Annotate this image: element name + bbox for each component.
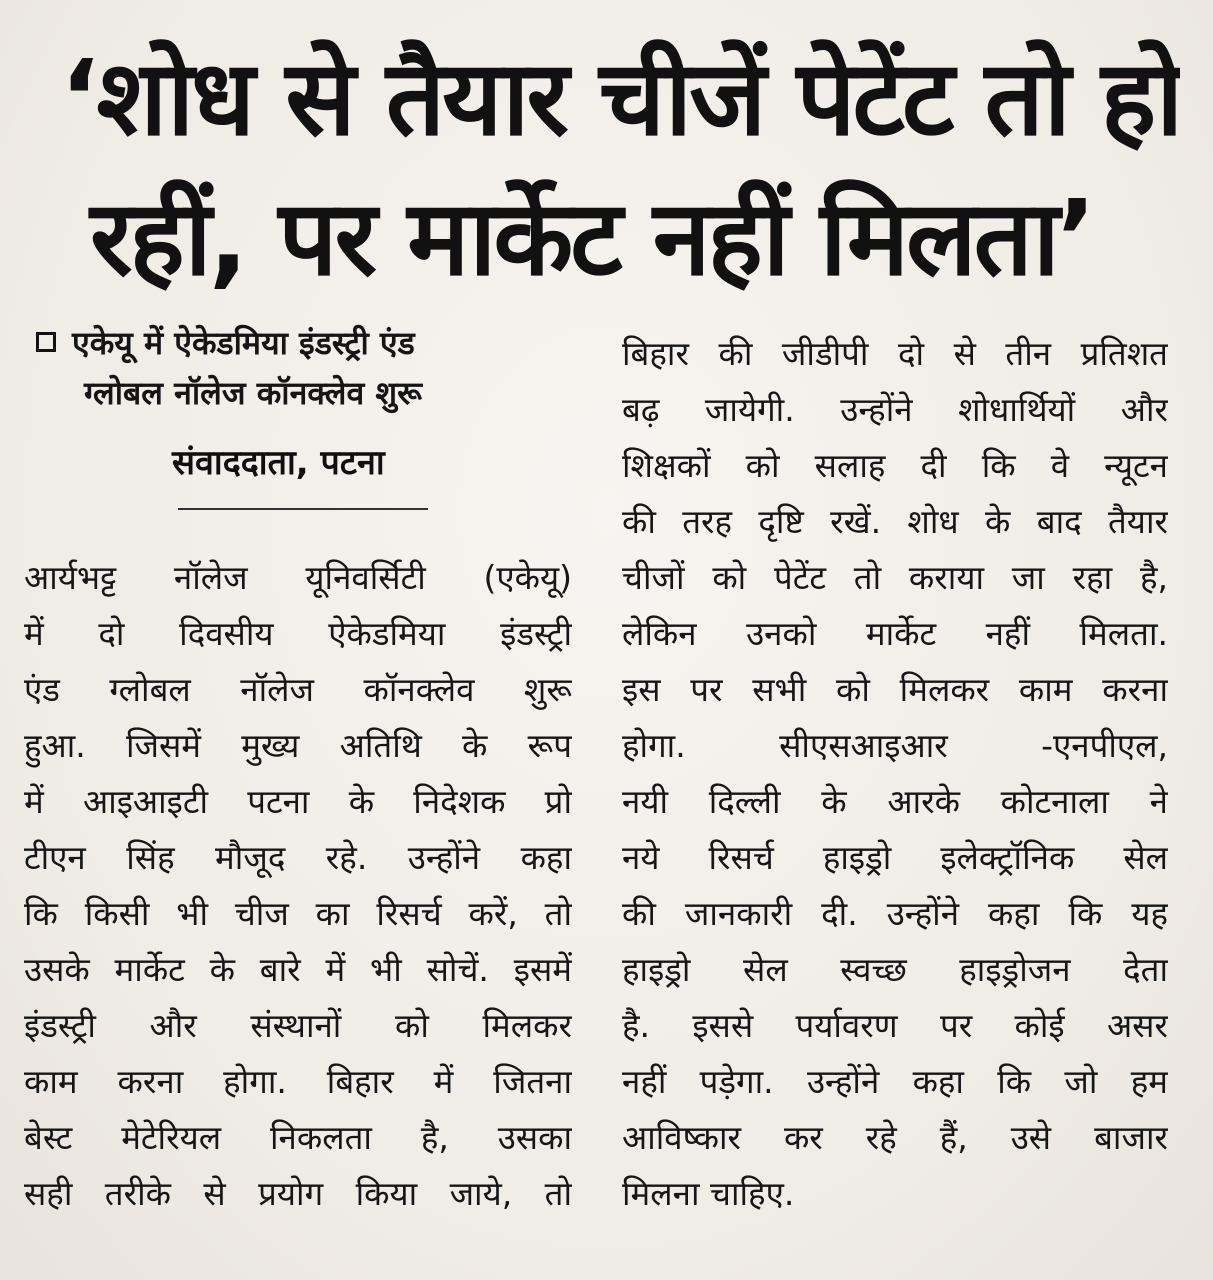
left-column-line: उसके मार्केट के बारे में भी सोचें. इसमें xyxy=(24,950,572,989)
left-column-line: काम करना होगा. बिहार में जितना xyxy=(24,1062,572,1101)
right-column-line: आविष्कार कर रहे हैं, उसे बाजार xyxy=(622,1118,1168,1157)
right-column-line: बढ़ जायेगी. उन्होंने शोधार्थियों और xyxy=(622,390,1168,429)
article-column-left xyxy=(24,550,572,1222)
byline-divider xyxy=(178,508,428,510)
left-column-line: टीएन सिंह मौजूद रहे. उन्होंने कहा xyxy=(24,838,572,877)
deck-line-1 xyxy=(36,318,556,368)
right-column-line: चीजों को पेटेंट तो कराया जा रहा है, xyxy=(622,558,1168,597)
left-column-line: आर्यभट्ट नॉलेज यूनिवर्सिटी (एकेयू) xyxy=(24,558,572,597)
right-column-line: बिहार की जीडीपी दो से तीन प्रतिशत xyxy=(622,334,1168,373)
left-column-line: हुआ. जिसमें मुख्य अतिथि के रूप xyxy=(24,726,572,765)
deck-line-2: ग्लोबल नॉलेज कॉनक्लेव शुरू xyxy=(84,374,423,412)
right-column-line: है. इससे पर्यावरण पर कोई असर xyxy=(622,1006,1168,1045)
right-column-line: इस पर सभी को मिलकर काम करना xyxy=(622,670,1168,709)
left-column-line: बेस्ट मेटेरियल निकलता है, उसका xyxy=(24,1118,572,1157)
right-column-line: लेकिन उनको मार्केट नहीं मिलता. xyxy=(622,614,1168,653)
right-column-line: नहीं पड़ेगा. उन्होंने कहा कि जो हम xyxy=(622,1062,1168,1101)
deck-line-1-text: एकेयू में ऐकेडमिया इंडस्ट्री एंड xyxy=(72,324,415,362)
right-column-line: नये रिसर्च हाइड्रो इलेक्ट्रॉनिक सेल xyxy=(622,838,1168,877)
headline-line-1: ‘शोध से तैयार चीजें पेटेंट तो हो xyxy=(60,37,1180,159)
left-column-line: सही तरीके से प्रयोग किया जाये, तो xyxy=(24,1174,572,1213)
bullet-square-icon xyxy=(36,332,56,352)
left-column-line: में आइआइटी पटना के निदेशक प्रो xyxy=(24,782,572,821)
right-column-line: होगा. सीएसआइआर -एनपीएल, xyxy=(622,726,1168,765)
right-column-line: शिक्षकों को सलाह दी कि वे न्यूटन xyxy=(622,446,1168,485)
right-column-line: की तरह दृष्टि रखें. शोध के बाद तैयार xyxy=(622,502,1168,541)
right-column-line: हाइड्रो सेल स्वच्छ हाइड्रोजन देता xyxy=(622,950,1168,989)
subheading-deck xyxy=(36,318,556,418)
article-column-right xyxy=(622,326,1168,1222)
left-column-line: में दो दिवसीय ऐकेडमिया इंडस्ट्री xyxy=(24,614,572,653)
headline-line-2: रहीं, पर मार्केट नहीं मिलता’ xyxy=(90,177,1094,299)
right-column-line: की जानकारी दी. उन्होंने कहा कि यह xyxy=(622,894,1168,933)
right-column-line: मिलना चाहिए. xyxy=(622,1174,795,1213)
headline xyxy=(40,28,1180,308)
right-column-line: नयी दिल्ली के आरके कोटनाला ने xyxy=(622,782,1168,821)
left-column-line: एंड ग्लोबल नॉलेज कॉनक्लेव शुरू xyxy=(24,670,572,709)
left-column-line: इंडस्ट्री और संस्थानों को मिलकर xyxy=(24,1006,572,1045)
byline: संवाददाता, पटना xyxy=(172,443,385,483)
left-column-line: कि किसी भी चीज का रिसर्च करें, तो xyxy=(24,894,572,933)
